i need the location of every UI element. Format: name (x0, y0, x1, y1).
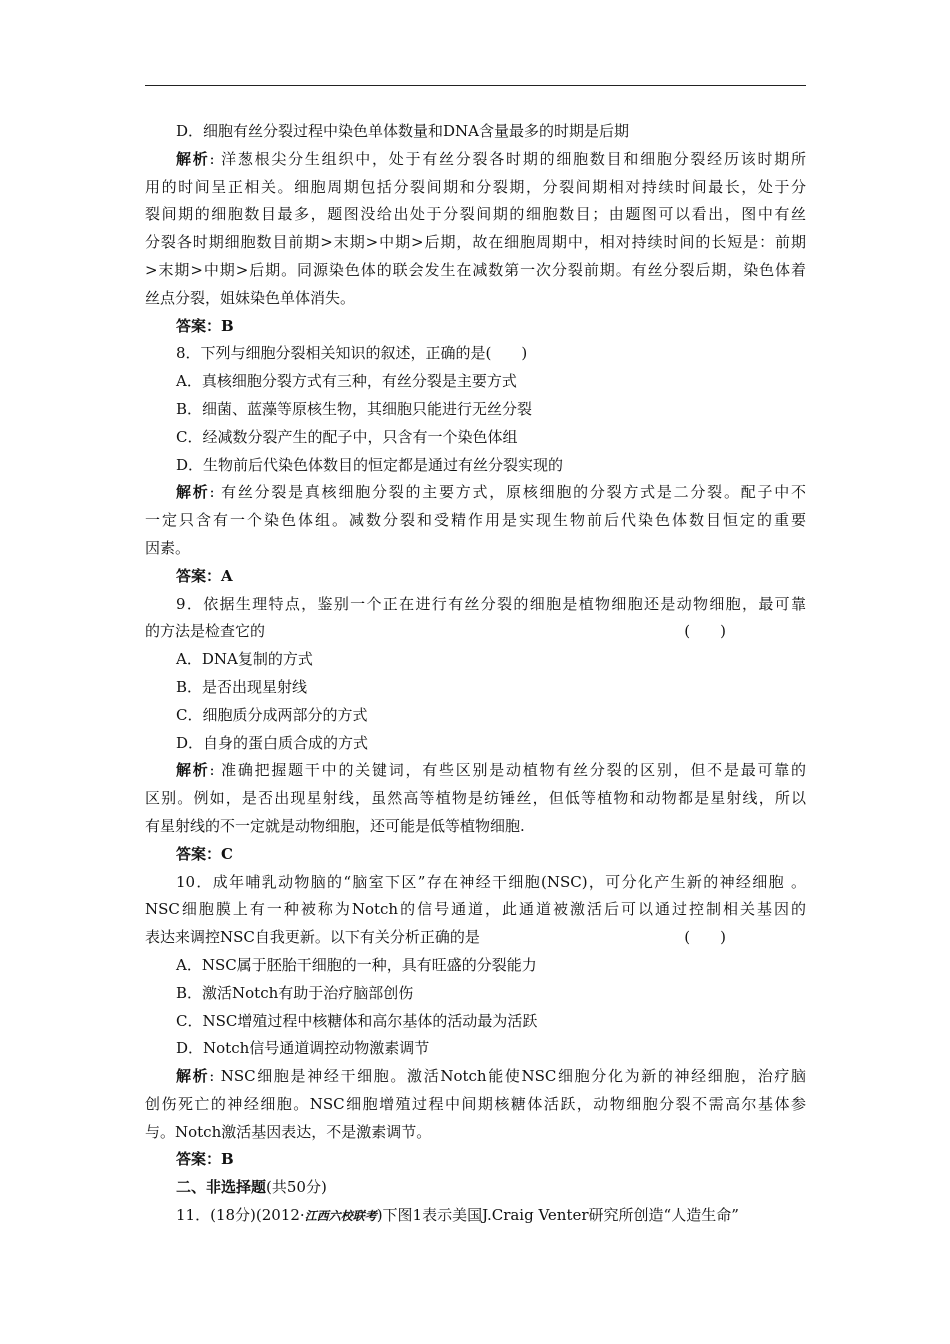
section-title: 二、非选择题 (176, 1178, 267, 1197)
q7-explanation-line: 用的时间呈正相关。细胞周期包括分裂间期和分裂期，分裂间期相对持续时间最长，处于分 (145, 177, 806, 196)
explanation-text: : 有丝分裂是真核细胞分裂的主要方式，原核细胞的分裂方式是二分裂。配子中不 (209, 483, 806, 502)
document-body (145, 118, 806, 1230)
answer-value: ：B (206, 1150, 234, 1169)
explanation-label: 解析 (176, 1067, 210, 1086)
q8-option-a: A．真核细胞分裂方式有三种，有丝分裂是主要方式 (176, 372, 517, 391)
q10-explanation-line: 创伤死亡的神经细胞。NSC细胞增殖过程中间期核糖体活跃，动物细胞分裂不需高尔基体参 (145, 1094, 806, 1113)
q8-option-c: C．经减数分裂产生的配子中，只含有一个染色体组 (176, 427, 518, 446)
q8-answer (145, 563, 806, 591)
q7-answer (145, 313, 806, 341)
q7-explanation-line (145, 146, 806, 174)
q9-explanation-line: 有星射线的不一定就是动物细胞，还可能是低等植物细胞. (145, 816, 525, 835)
q8-explanation-line (145, 479, 806, 507)
q7-explanation-line: 分裂各时期细胞数目前期>末期>中期>后期，故在细胞周期中，相对持续时间的长短是：前期 (145, 233, 806, 252)
header-rule (145, 85, 806, 86)
section-heading (145, 1174, 806, 1202)
q11-text: )下图1表示美国J.Craig Venter研究所创造“人造生命” (376, 1206, 739, 1225)
q10-stem-line (145, 924, 806, 952)
explanation-text: : 洋葱根尖分生组织中，处于有丝分裂各时期的细胞数目和细胞分裂经历该时期所 (209, 149, 806, 168)
q8-option-b: B．细菌、蓝藻等原核生物，其细胞只能进行无丝分裂 (176, 399, 533, 418)
explanation-label: 解析 (176, 761, 210, 780)
q7-option-d: D．细胞有丝分裂过程中染色单体数量和DNA含量最多的时期是后期 (176, 122, 630, 140)
q8-stem: 8．下列与细胞分裂相关知识的叙述，正确的是( ) (176, 344, 528, 363)
q8-explanation-line: 一定只含有一个染色体组。减数分裂和受精作用是实现生物前后代染色体数目恒定的重要 (145, 511, 806, 530)
q10-answer (145, 1146, 806, 1174)
q11-prefix: 11．(18分)(2012· (176, 1206, 305, 1225)
q10-option-a: A．NSC属于胚胎干细胞的一种，具有旺盛的分裂能力 (176, 955, 537, 974)
q10-option-b: B．激活Notch有助于治疗脑部创伤 (176, 983, 414, 1002)
q11-stem-line (145, 1202, 806, 1230)
answer-label: 答案 (176, 566, 207, 585)
q10-stem-line: 10．成年哺乳动物脑的“脑室下区”存在神经干细胞(NSC)，可分化产生新的神经细胞 。 (176, 872, 806, 891)
answer-label: 答案 (176, 844, 207, 863)
q7-explanation-line: 裂间期的细胞数目最多，题图没给出处于分裂间期的细胞数目；由题图可以看出，图中有丝 (145, 205, 806, 224)
q10-explanation-line: 与。Notch激活基因表达，不是激素调节。 (145, 1122, 432, 1141)
q9-answer (145, 841, 806, 869)
q9-option-d: D．自身的蛋白质合成的方式 (176, 733, 369, 752)
explanation-text: : 准确把握题干中的关键词，有些区别是动植物有丝分裂的区别，但不是最可靠的 (209, 761, 806, 780)
q10-option-d: D．Notch信号通道调控动物激素调节 (176, 1039, 430, 1058)
q7-explanation-line: >末期>中期>后期。同源染色体的联会发生在减数第一次分裂前期。有丝分裂后期，染色体着 (145, 260, 806, 279)
answer-value: ：B (206, 316, 234, 335)
q9-stem-line: 9．依据生理特点，鉴别一个正在进行有丝分裂的细胞是植物细胞还是动物细胞，最可靠 (176, 594, 806, 613)
explanation-text: : NSC细胞是神经干细胞。激活Notch能使NSC细胞分化为新的神经细胞，治疗脑 (209, 1067, 806, 1086)
q7-explanation-line: 丝点分裂，姐妹染色单体消失。 (145, 288, 356, 307)
q9-option-b: B．是否出现星射线 (176, 677, 308, 696)
answer-label: 答案 (176, 1150, 207, 1169)
answer-value: ：A (206, 566, 233, 585)
q10-stem-text: 表达来调控NSC自我更新。以下有关分析正确的是 (145, 928, 480, 947)
q10-stem-line: NSC细胞膜上有一种被称为Notch的信号通道，此通道被激活后可以通过控制相关基因的 (145, 900, 806, 919)
q9-stem-text: 的方法是检查它的 (145, 622, 266, 641)
q11-source: 江西六校联考 (304, 1209, 377, 1224)
q9-stem-line (145, 618, 806, 646)
q10-answer-blank: ( ) (684, 928, 726, 947)
q10-option-c: C．NSC增殖过程中核糖体和高尔基体的活动最为活跃 (176, 1011, 538, 1030)
q8-explanation-line: 因素。 (145, 538, 191, 557)
q10-explanation-line (145, 1063, 806, 1091)
answer-label: 答案 (176, 316, 207, 335)
answer-value: ：C (206, 844, 233, 863)
q9-explanation-line (145, 757, 806, 785)
explanation-label: 解析 (176, 149, 210, 168)
q9-explanation-line: 区别。例如，是否出现星射线，虽然高等植物是纺锤丝，但低等植物和动物都是星射线，所以 (145, 789, 806, 808)
q9-option-c: C．细胞质分成两部分的方式 (176, 705, 368, 724)
explanation-label: 解析 (176, 483, 210, 502)
q8-option-d: D．生物前后代染色体数目的恒定都是通过有丝分裂实现的 (176, 455, 564, 474)
q9-option-a: A．DNA复制的方式 (176, 650, 313, 669)
q9-answer-blank: ( ) (684, 622, 726, 641)
section-score: (共50分) (266, 1178, 327, 1197)
